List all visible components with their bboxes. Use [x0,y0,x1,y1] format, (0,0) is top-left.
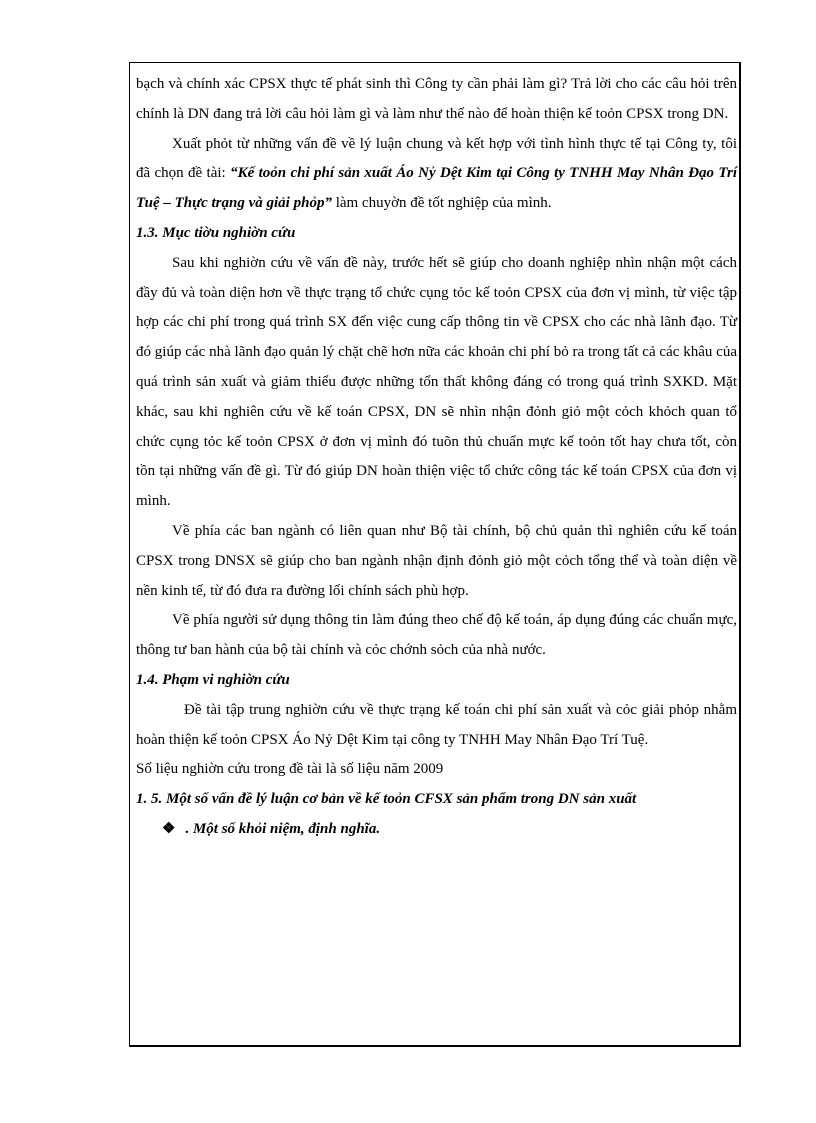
document-body [136,70,737,845]
paragraph-2-intro: Xuất phỏt từ những vấn đề về lý luận chung và kết hợp với tình hình thực tế tại Công ty, tôi đã chọn đề tài: [136,135,737,182]
paragraph-7: Số liệu nghiờn cứu trong đề tài là số liệu năm 2009 [136,761,444,778]
diamond-bullet-icon: ❖ [162,820,176,837]
paragraph-1: bạch và chính xác CPSX thực tế phát sinh thì Công ty cần phải làm gì? Trả lời cho các câu hỏi trên chính là DN đang trả lời câu hỏi làm gì và làm như thế nào để hoàn thiện kế toỏn CPSX trong DN. [136,76,737,122]
paragraph-6: Đề tài tập trung nghiờn cứu về thực trạng kế toán chi phí sản xuất và cỏc giải phỏp nhằm hoàn thiện kế toỏn CPSX Áo Nỷ Dệt Kim tại công ty TNHH May Nhân Đạo Trí Tuệ. [136,701,737,748]
heading-1-4: 1.4. Phạm vi nghiờn cứu [136,671,290,688]
paragraph-3: Sau khi nghiờn cứu về vấn đề này, trước hết sẽ giúp cho doanh nghiệp nhìn nhận một cách đầy đủ và toàn diện hơn về thực trạng tổ chức cụng tỏc kế toỏn CPSX của đơn vị mình, từ việc tập hợp các chi phí trong quá trình SX đến việc cung cấp thông tin về CPSX cho các nhà lãnh đạo. Từ đó giúp các nhà lãnh đạo quản lý chặt chẽ hơn nữa các khoản chi phí bỏ ra trong tất cả các khâu của quá trình sản xuất và giảm thiểu được những tổn thất không đáng có trong quá trình SXKD. Mặt khác, sau khi nghiên cứu về kế toán CPSX, DN sẽ nhìn nhận đỏnh giỏ một cỏch khỏch quan tổ chức cụng tỏc kế toỏn CPSX ở đơn vị mình đó tuõn thủ chuẩn mực kế toỏn tốt hay chưa tốt, còn tồn tại những vấn đề gì. Từ đó giúp DN hoàn thiện việc tổ chức công tác kế toán CPSX của đơn vị mình. [136,254,737,510]
heading-1-3: 1.3. Mục tiờu nghiờn cứu [136,224,296,241]
bullet-item-1 [136,815,737,845]
heading-1-5: 1. 5. Một số vấn đề lý luận cơ bản về kế toỏn CFSX sản phẩm trong DN sản xuất [136,791,637,808]
paragraph-2 [136,130,737,219]
paragraph-4: Về phía các ban ngành có liên quan như Bộ tài chính, bộ chủ quản thì nghiên cứu kế toán CPSX trong DNSX sẽ giúp cho ban ngành nhận định đỏnh giỏ một cỏch tổng thể và toàn diện về nền kinh tế, từ đó đưa ra đường lối chính sách phù hợp. [136,522,737,599]
paragraph-2-end: làm chuyờn đề tốt nghiệp của mình. [331,195,552,212]
thesis-title: “Kế toỏn chi phí sản xuất Áo Nỷ Dệt Kim tại Công ty TNHH May Nhân Đạo Trí Tuệ – Thực trạng và giải phỏp” [136,165,737,212]
bullet-item-1-text: . Một số khỏi niệm, định nghĩa. [185,820,381,837]
paragraph-5: Về phía người sử dụng thông tin làm đúng theo chế độ kế toán, áp dụng đúng các chuẩn mực, thông tư ban hành của bộ tài chính và cỏc chớnh sỏch của nhà nước. [136,612,737,659]
